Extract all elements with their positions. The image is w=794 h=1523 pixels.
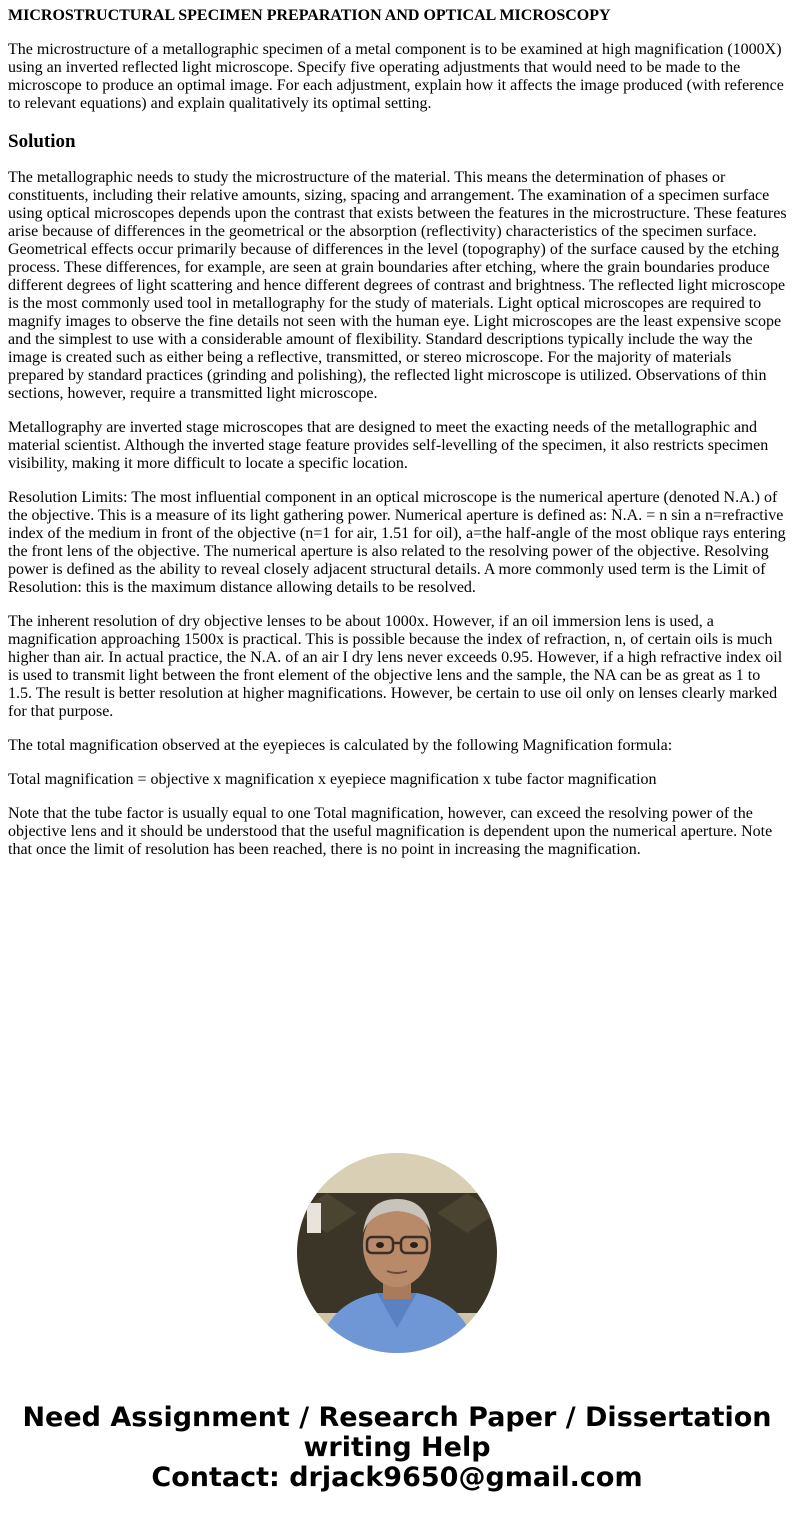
question-paragraph: The microstructure of a metallographic specimen of a metal component is to be examined at high magnification (1000X) using an inverted reflected light microscope. Specify five operating adjustments that would need to be made to the microscope to produce an optimal image. For each adjustment, explain how it affects the image produced (with reference to relevant equations) and explain qualitatively its optimal setting. — [8, 41, 784, 112]
footer-contact-email: Contact: drjack9650@gmail.com — [151, 1462, 643, 1493]
paragraph-magnification-intro: The total magnification observed at the eyepieces is calculated by the following Magnification formula: — [8, 737, 673, 754]
document-body — [8, 0, 788, 859]
paragraph-inverted-stage: Metallography are inverted stage microscopes that are designed to meet the exacting needs of the metallographic and material scientist. Although the inverted stage feature provides self-levelling of the specimen, it also restricts specimen visibility, making it more difficult to locate a specific location. — [8, 419, 769, 472]
paragraph-magnification-formula: Total magnification = objective x magnification x eyepiece magnification x tube factor magnification — [8, 771, 657, 788]
paragraph-oil-immersion: The inherent resolution of dry objective lenses to be about 1000x. However, if an oil immersion lens is used, a magnification approaching 1500x is practical. This is possible because the index of refraction, n, of certain oils is much higher than air. In actual practice, the N.A. of an air I dry lens never exceeds 0.95. However, if a high refractive index oil is used to transmit light between the front element of the objective lens and the sample, the NA can be as great as 1 to 1.5. The result is better resolution at higher magnifications. However, be certain to use oil only on lenses clearly marked for that purpose. — [8, 613, 783, 720]
paragraph-intro: The metallographic needs to study the microstructure of the material. This means the determination of phases or constituents, including their relative amounts, sizing, spacing and arrangement. The examination of a specimen surface using optical microscopes depends upon the contrast that exists between the features in the microstructure. These features arise because of differences in the geometrical or the absorption (reflectivity) characteristics of the specimen surface. Geometrical effects occur primarily because of differences in the level (topography) of the surface caused by the etching process. These differences, for example, are seen at grain boundaries after etching, where the grain boundaries produce different degrees of light scattering and hence different degrees of contrast and brightness. The reflected light microscope is the most commonly used tool in metallography for the study of materials. Light optical microscopes are required to magnify images to observe the fine details not seen with the human eye. Light microscopes are the least expensive scope and the simplest to use with a considerable amount of flexibility. Standard descriptions typically include the way the image is created such as either being a reflective, transmitted, or stereo microscope. For the majority of materials prepared by standard practices (grinding and polishing), the reflected light microscope is utilized. Observations of thin sections, however, require a transmitted light microscope. — [8, 169, 787, 402]
paragraph-resolution-limits: Resolution Limits: The most influential component in an optical microscope is the numerical aperture (denoted N.A.) of the objective. This is a measure of its light gathering power. Numerical aperture is defined as: N.A. = n sin a n=refractive index of the medium in front of the objective (n=1 for air, 1.51 for oil), a=the half-angle of the most oblique rays entering the front lens of the objective. The numerical aperture is also related to the resolving power of the objective. Resolving power is defined as the ability to reveal closely adjacent structural details. A more commonly used term is the Limit of Resolution: this is the maximum distance allowing details to be resolved. — [8, 489, 786, 596]
footer-line-2: writing Help — [303, 1432, 491, 1463]
page-title: MICROSTRUCTURAL SPECIMEN PREPARATION AND OPTICAL MICROSCOPY — [8, 7, 611, 24]
footer-contact — [0, 1403, 794, 1493]
author-avatar — [297, 1153, 497, 1353]
paragraph-tube-factor: Note that the tube factor is usually equal to one Total magnification, however, can exceed the resolving power of the objective lens and it should be understood that the useful magnification is dependent upon the numerical aperture. Note that once the limit of resolution has been reached, there is no point in increasing the magnification. — [8, 805, 773, 858]
solution-heading: Solution — [8, 131, 76, 152]
footer-line-1: Need Assignment / Research Paper / Dissertation — [22, 1402, 772, 1433]
